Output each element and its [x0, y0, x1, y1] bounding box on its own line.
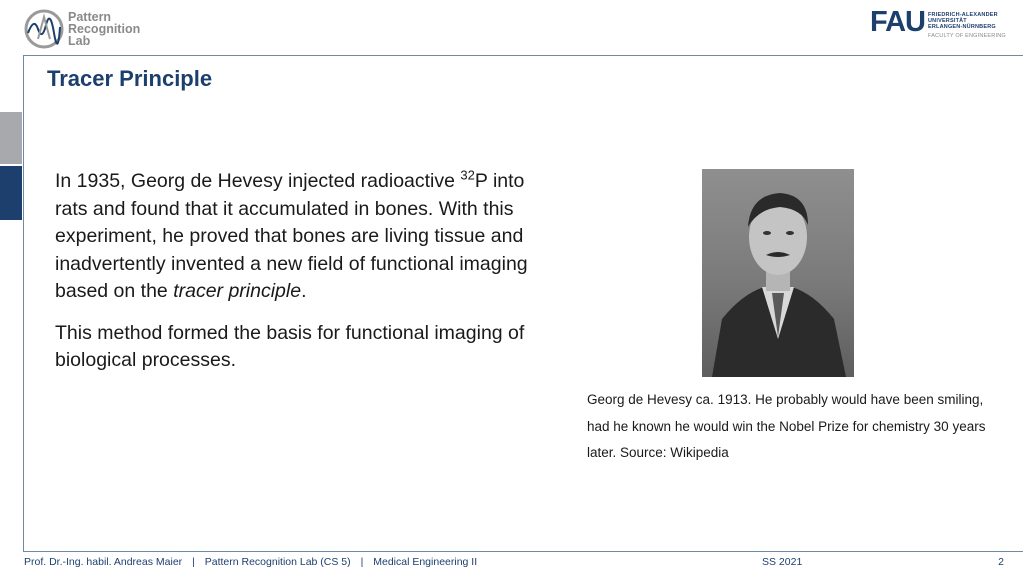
footer-author: Prof. Dr.-Ing. habil. Andreas Maier	[24, 556, 183, 568]
tracer-principle-term: tracer principle	[173, 280, 302, 302]
prl-logo-line: Pattern	[68, 10, 112, 24]
para1-text-b: P into rats and found that it accumulated in bones. With this experiment, he proved that bones are living tissue and inadvertently invented a new field of functional imaging based on the	[55, 170, 528, 302]
photo-caption: Georg de Hevesy ca. 1913. He probably would have been smiling, had he known he would win the Nobel Prize for chemistry 30 years later. Source: Wikipedia	[587, 392, 986, 460]
side-marker-blue	[0, 166, 22, 220]
para1-text-a: In 1935, Georg de Hevesy injected radioactive	[55, 170, 461, 192]
footer-separator: |	[360, 556, 364, 568]
prl-logo-line: Lab	[68, 34, 91, 48]
prl-logo-icon	[24, 9, 64, 49]
para1-text-c: .	[301, 280, 307, 302]
footer-semester: SS 2021	[762, 556, 803, 568]
slide-title: Tracer Principle	[47, 66, 213, 91]
side-marker-gray	[0, 112, 22, 164]
footer-page-number: 2	[998, 556, 1004, 568]
fau-logo-text	[928, 12, 1006, 39]
prl-logo-line: Recognition	[68, 22, 141, 36]
footer-course: Medical Engineering II	[373, 556, 478, 568]
fau-faculty: FACULTY OF ENGINEERING	[928, 33, 1006, 39]
portrait-photo	[702, 169, 854, 377]
slide-body	[55, 168, 555, 375]
fau-logo	[870, 8, 1006, 39]
portrait-image	[702, 169, 854, 377]
fau-letters: FAU	[870, 6, 925, 38]
prl-logo-text	[68, 11, 140, 47]
paragraph-basis: This method formed the basis for functional imaging of biological processes.	[55, 321, 525, 371]
footer-separator: |	[192, 556, 195, 568]
fau-line: ERLANGEN-NÜRNBERG	[928, 24, 996, 30]
paragraph-tracer	[55, 168, 555, 306]
pattern-recognition-lab-logo	[24, 9, 140, 49]
fau-line: FRIEDRICH-ALEXANDER	[928, 12, 998, 18]
fau-line: UNIVERSITÄT	[928, 18, 967, 24]
footer	[24, 556, 1004, 568]
isotope-superscript: 32	[460, 167, 475, 183]
footer-lab: Pattern Recognition Lab (CS 5)	[204, 556, 351, 568]
